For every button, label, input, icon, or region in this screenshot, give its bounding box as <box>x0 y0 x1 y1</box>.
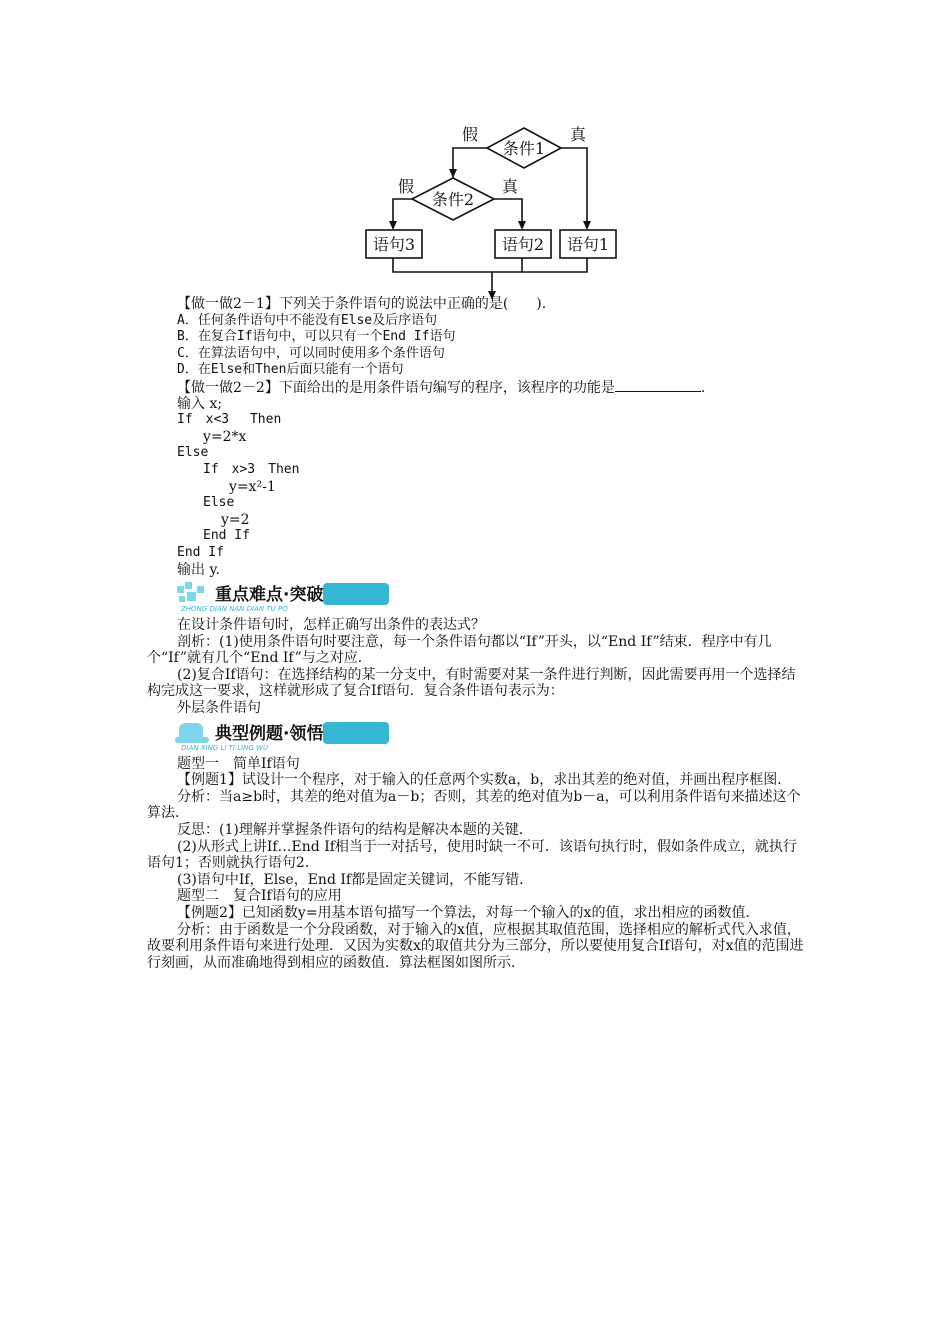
banner-1-title: 重点难点·突破 <box>215 585 324 606</box>
decision-1-label: 条件1 <box>502 139 546 158</box>
document-body <box>147 296 807 971</box>
type-2-heading: 题型二 复合If语句的应用 <box>177 888 342 905</box>
exercise-1-option-b: B．在复合If语句中，可以只有一个End If语句 <box>177 329 456 345</box>
section-1-paragraph-3: 外层条件语句 <box>177 700 261 717</box>
code-line: 输入 x; <box>177 395 223 412</box>
code-line: Else <box>203 495 235 511</box>
exercise-1-option-d: D．在Else和Then后面只能有一个语句 <box>177 362 404 378</box>
section-1-paragraph-2: (2)复合If语句：在选择结构的某一分支中，有时需要对某一条件进行判断，因此需要再用一个选择结构完成这一要求，这样就形成了复合If语句．复合条件语句表示为： <box>147 666 796 700</box>
exercise-2-title <box>147 379 807 396</box>
code-line: Else <box>177 445 209 461</box>
answer-blank <box>615 379 701 392</box>
code-line: y=x²-1 <box>229 478 276 495</box>
code-line: 输出 y. <box>177 561 220 578</box>
code-line: y=2*x <box>203 428 247 445</box>
false-label-1: 假 <box>461 125 479 144</box>
exercise-1-option-c: C．在算法语句中，可以同时使用多个条件语句 <box>177 345 445 361</box>
type-1-heading: 题型一 简单If语句 <box>177 755 300 772</box>
code-line: If x<3 Then <box>177 412 282 428</box>
exercise-1-title: 【做一做2－1】下列关于条件语句的说法中正确的是( ). <box>177 296 547 312</box>
banner-graphic <box>175 580 405 613</box>
true-label-1: 真 <box>569 125 587 144</box>
example-1: 【例题1】试设计一个程序，对于输入的任意两个实数a，b，求出其差的绝对值，并画出程序框图． <box>177 772 792 789</box>
section-banner-key-points <box>175 580 405 613</box>
example-1-reflection-1: 反思：(1)理解并掌握条件语句的结构是解决本题的关键． <box>177 822 533 839</box>
statement-3-label: 语句3 <box>372 235 416 254</box>
section-banner-examples <box>175 719 405 752</box>
banner-2-pinyin: DIAN XING LI TI LING WU <box>181 743 269 752</box>
code-line: End If <box>203 528 250 544</box>
section-1-question: 在设计条件语句时，怎样正确写出条件的表达式？ <box>177 617 485 634</box>
exercise-1-option-a: A．任何条件语句中不能没有Else及后序语句 <box>177 312 438 328</box>
banner-2-title: 典型例题·领悟 <box>215 723 324 744</box>
statement-2-label: 语句2 <box>501 235 545 254</box>
code-line: y=2 <box>221 511 250 528</box>
banner-1-pinyin: ZHONG DIAN NAN DIAN TU PO <box>181 605 288 614</box>
code-line: If x>3 Then <box>203 461 300 477</box>
banner-graphic <box>175 719 405 752</box>
true-label-2: 真 <box>501 177 519 196</box>
example-2-analysis: 分析：由于函数是一个分段函数，对于输入的x值，应根据其取值范围，选择相应的解析式代入求值，故要利用条件语句来进行处理．又因为实数x的取值共分为三部分，所以要使用复合If语句，对x值的范围进行刻画，从而准确地得到相应的函数值．算法框图如图所示． <box>147 921 804 971</box>
example-1-reflection-3: (3)语句中If，Else，End If都是固定关键词，不能写错． <box>177 871 534 888</box>
statement-1-label: 语句1 <box>566 235 610 254</box>
example-1-analysis: 分析：当a≥b时，其差的绝对值为a－b；否则，其差的绝对值为b－a，可以利用条件语句来描述这个算法． <box>147 788 801 822</box>
exercise-2-title-end: . <box>700 379 706 396</box>
code-line: End If <box>177 544 224 560</box>
exercise-2-title-text: 【做一做2－2】下面给出的是用条件语句编写的程序，该程序的功能是 <box>177 379 615 396</box>
flowchart <box>360 120 630 305</box>
decision-2-label: 条件2 <box>431 190 475 209</box>
example-1-reflection-2: (2)从形式上讲If…End If相当于一对括号，使用时缺一不可．该语句执行时，假如条件成立，就执行语句1；否则就执行语句2． <box>147 838 797 872</box>
example-2: 【例题2】已知函数y=用基本语句描写一个算法，对每一个输入的x的值，求出相应的函数值． <box>177 905 760 921</box>
false-label-2: 假 <box>397 177 415 196</box>
section-1-paragraph-1: 剖析：(1)使用条件语句时要注意，每一个条件语句都以“If”开头，以“End If”结束．程序中有几个“If”就有几个“End If”与之对应． <box>147 633 772 667</box>
